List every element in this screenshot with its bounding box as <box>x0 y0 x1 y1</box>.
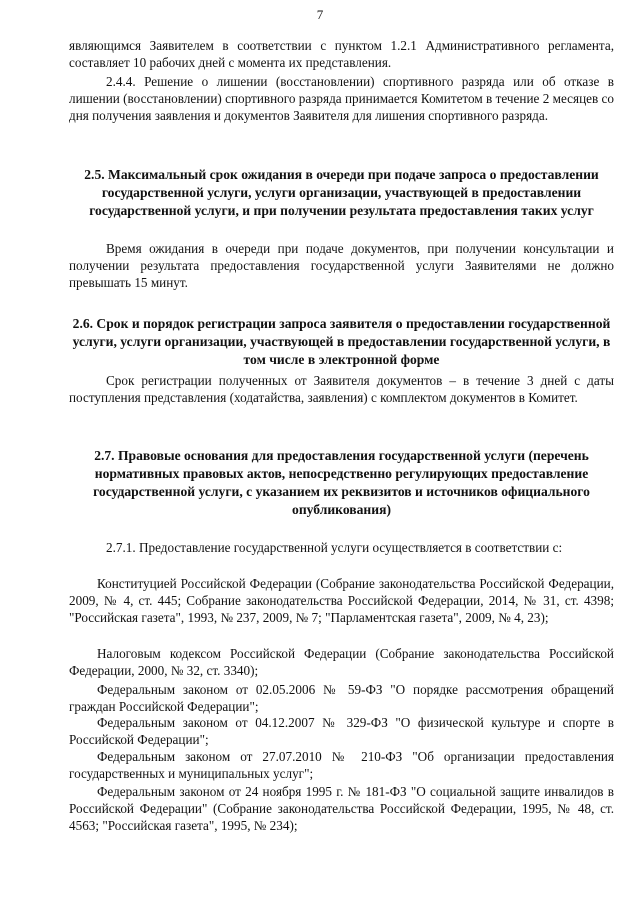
heading-2-5: 2.5. Максимальный срок ожидания в очереди при подаче запроса о предоставлении государственной услуги, услуги организации, участвующей в предоставлении государственной услуги, и при получении результата предоставления таких услуг <box>84 167 599 218</box>
paragraph-continuation: являющимся Заявителем в соответствии с пунктом 1.2.1 Административного регламента, составляет 10 рабочих дней с момента их представления. <box>69 38 614 70</box>
law-329-fz: Федеральным законом от 04.12.2007 № 329-ФЗ "О физической культуре и спорте в Российской Федерации"; <box>69 715 614 747</box>
page-number: 7 <box>316 7 324 22</box>
law-181-fz: Федеральным законом от 24 ноября 1995 г. № 181-ФЗ "О социальной защите инвалидов в Российской Федерации" (Собрание законодательства Российской Федерации, 1995, № 48, ст. 4563; "Российская газета", 1995, № 234); <box>69 784 614 833</box>
paragraph-waiting-time: Время ожидания в очереди при подаче документов, при получении консультации и получении результата предоставления государственной услуги Заявителями не должно превышать 15 минут. <box>69 241 614 290</box>
heading-2-6: 2.6. Срок и порядок регистрации запроса заявителя о предоставлении государственной услуги, услуги организации, участвующей в предоставлении государственной услуги, в том числе в электронной форме <box>72 316 611 367</box>
law-210-fz: Федеральным законом от 27.07.2010 № 210-ФЗ "Об организации предоставления государственных и муниципальных услуг"; <box>69 749 614 781</box>
paragraph-registration-term: Срок регистрации полученных от Заявителя документов – в течение 3 дней с даты поступления представления (ходатайства, заявления) с комплектом документов в Комитет. <box>69 373 614 405</box>
heading-2-7: 2.7. Правовые основания для предоставления государственной услуги (перечень нормативных правовых актов, непосредственно регулирующих предоставление государственной услуги, с указанием их реквизитов и источников официального опубликования) <box>93 448 590 517</box>
law-59-fz: Федеральным законом от 02.05.2006 № 59-ФЗ "О порядке рассмотрения обращений граждан Российской Федерации"; <box>69 682 614 714</box>
law-tax-code: Налоговым кодексом Российской Федерации (Собрание законодательства Российской Федерации, 2000, № 32, ст. 3340); <box>69 646 614 678</box>
law-constitution: Конституцией Российской Федерации (Собрание законодательства Российской Федерации, 2009, № 4, ст. 445; Собрание законодательства Российской Федерации, 2014, № 31, ст. 4398; "Российская газета", 1993, № 237, 2009, № 7; "Парламентская газета", 2009, № 4, 23); <box>69 576 614 625</box>
paragraph-2-4-4: 2.4.4. Решение о лишении (восстановлении) спортивного разряда или об отказе в лишении (восстановлении) спортивного разряда принимается Комитетом в течение 2 месяцев со дня получения заявления и документов Заявителя для лишения спортивного разряда. <box>69 74 614 123</box>
paragraph-2-7-1: 2.7.1. Предоставление государственной услуги осуществляется в соответствии с: <box>106 540 563 555</box>
